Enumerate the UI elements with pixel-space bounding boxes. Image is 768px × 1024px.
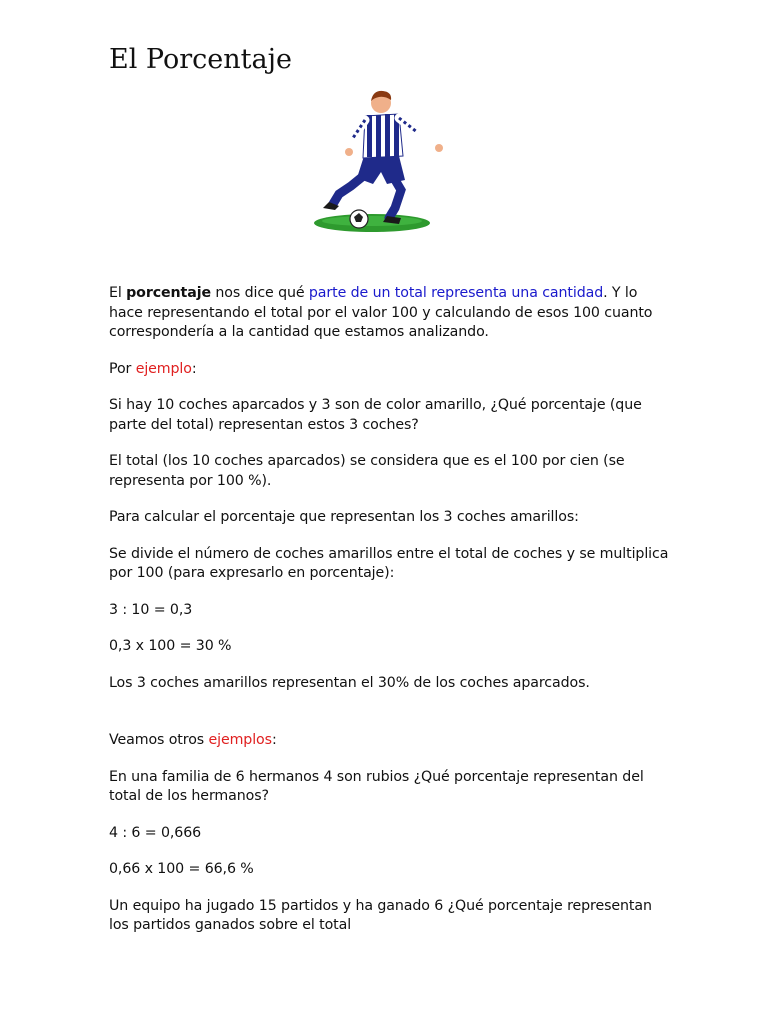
intro-text: nos dice qué: [211, 285, 309, 301]
example-calc-intro: Para calcular el porcentaje que representan los 3 coches amarillos:: [109, 509, 579, 525]
intro-text: El: [109, 285, 127, 301]
example-result: Los 3 coches amarillos representan el 30% de los coches aparcados.: [109, 674, 590, 691]
intro-text: . Y lo hace representando el total por el valor 100 y calculando de esos 100 cuanto correspondería a la cantidad que estamos analizando.: [109, 285, 653, 340]
example-heading-word: ejemplo: [135, 360, 192, 377]
example-step-1: 3 : 10 = 0,3: [109, 601, 193, 618]
example-total-note: El total (los 10 coches aparcados) se considera que es el 100 por cien (se representa por 100 %).: [109, 453, 625, 489]
example-heading-suffix: :: [191, 360, 197, 377]
example2-step-2: 0,66 x 100 = 66,6 %: [109, 861, 254, 877]
intro-paragraph: [109, 284, 669, 343]
example-step-2: 0,3 x 100 = 30 %: [109, 638, 232, 654]
more-examples-prefix: Veamos otros: [109, 732, 209, 748]
example2-step-1: 4 : 6 = 0,666: [109, 824, 202, 841]
page-title: El Porcentaje: [109, 44, 292, 75]
example-question: Si hay 10 coches aparcados y 3 son de color amarillo, ¿Qué porcentaje (que parte del total) representan estos 3 coches?: [109, 397, 642, 433]
example-method: Se divide el número de coches amarillos entre el total de coches y se multiplica por 100 (para expresarlo en porcentaje):: [109, 545, 669, 581]
example3-question: Un equipo ha jugado 15 partidos y ha ganado 6 ¿Qué porcentaje representan los partidos ganados sobre el total: [109, 897, 652, 933]
highlighted-definition: parte de un total representa una cantidad: [308, 285, 604, 301]
example2-question: En una familia de 6 hermanos 4 son rubios ¿Qué porcentaje representan del total de los hermanos?: [109, 768, 644, 804]
example-heading-prefix: Por: [109, 360, 136, 377]
article-body: [109, 284, 669, 953]
example-heading: [109, 360, 669, 380]
keyword-porcentaje: porcentaje: [126, 285, 211, 301]
more-examples-suffix: :: [271, 732, 277, 748]
soccer-player-illustration: [309, 88, 469, 238]
more-examples-word: ejemplos: [208, 732, 272, 748]
more-examples-heading: [109, 731, 669, 751]
soccer-player-icon: [309, 88, 469, 238]
